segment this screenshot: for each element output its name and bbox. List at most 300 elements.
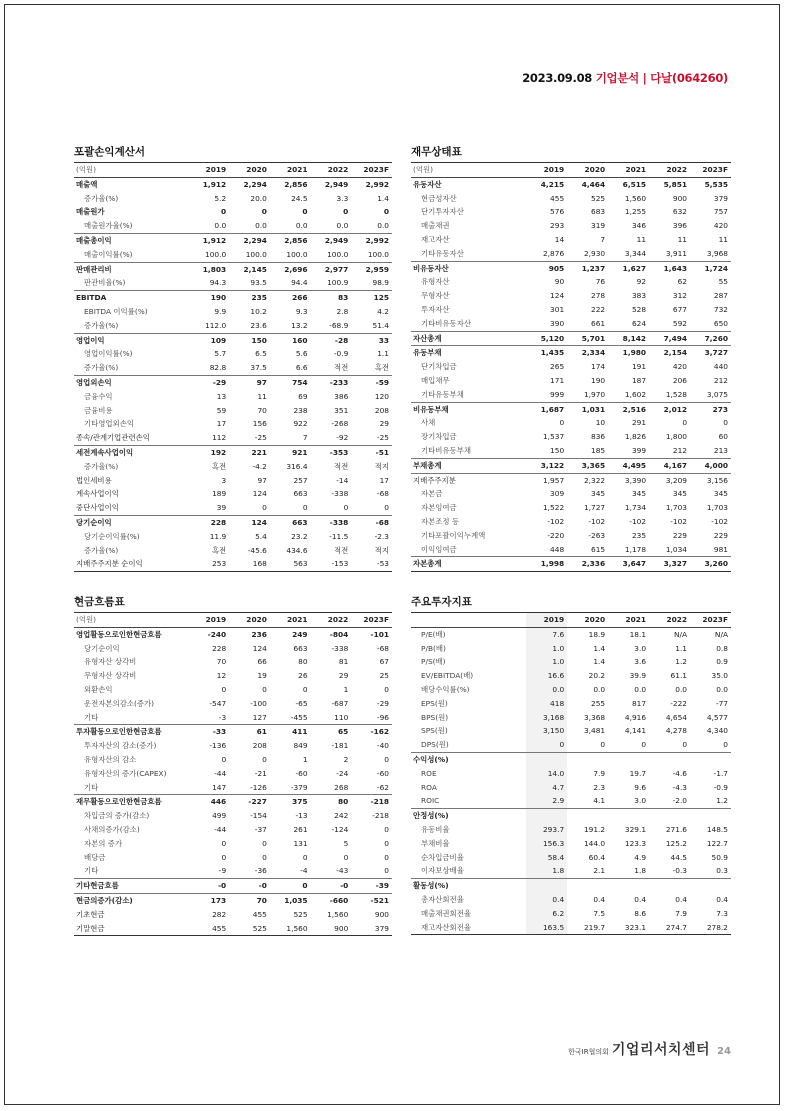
cell-value: 4,278 xyxy=(665,726,688,736)
cell-value: 8.6 xyxy=(634,908,647,918)
cell-value: -101 xyxy=(370,629,389,639)
cell-value: 418 xyxy=(526,697,567,711)
cell-value: -263 xyxy=(588,530,606,540)
table-row xyxy=(74,893,392,907)
cell-value: 0 xyxy=(262,754,267,764)
row-label: 자본의 증가 xyxy=(84,838,123,848)
cell-value: 253 xyxy=(212,559,227,569)
row-label: 현금의증가(감소) xyxy=(74,893,188,907)
cell-value: 125.2 xyxy=(665,838,688,848)
cell-value: -102 xyxy=(588,516,606,526)
cell-value: 2,856 xyxy=(270,233,311,247)
table-row xyxy=(411,458,731,473)
cell-value: 287 xyxy=(713,291,728,301)
cell-value: 100.0 xyxy=(286,249,308,259)
cell-value: 221 xyxy=(229,445,270,459)
cell-value: 3.6 xyxy=(634,657,647,667)
cell-value: 4,141 xyxy=(624,726,647,736)
cell-value: 999 xyxy=(550,389,565,399)
table-row xyxy=(411,402,731,416)
cell-value: 0.8 xyxy=(716,643,728,653)
cell-value: 0 xyxy=(221,838,227,848)
row-label: 재고자산회전율 xyxy=(421,922,471,932)
cell-value: -14 xyxy=(336,475,349,485)
row-label: 운전자본의감소(증가) xyxy=(84,698,155,708)
table-row xyxy=(411,837,731,851)
cell-value: 2,977 xyxy=(311,262,352,276)
table-row xyxy=(74,417,392,431)
cash-flow-title: 현금흐름표 xyxy=(74,596,125,608)
cell-value: 0.0 xyxy=(295,221,308,231)
row-label: 이자보상배율 xyxy=(421,866,464,876)
table-row xyxy=(74,501,392,515)
cell-value: 16.6 xyxy=(526,669,567,683)
cell-value: 70 xyxy=(216,657,227,667)
cell-value: 213 xyxy=(713,445,728,455)
table-row xyxy=(74,431,392,445)
cell-value: -218 xyxy=(372,811,389,821)
table-row xyxy=(411,711,731,725)
cell-value: 663 xyxy=(293,643,308,653)
cell-value: 661 xyxy=(591,318,606,328)
cell-value: -240 xyxy=(207,629,227,639)
table-row xyxy=(74,460,392,474)
cell-value: 0 xyxy=(302,207,308,217)
cell-value: 1,970 xyxy=(583,389,606,399)
table-row xyxy=(411,388,731,402)
cell-value: 1 xyxy=(302,754,308,764)
cell-value: 208 xyxy=(374,405,389,415)
cell-value: 0 xyxy=(559,418,565,428)
row-label: 당기순이익 xyxy=(84,643,120,653)
cell-value: 278.2 xyxy=(706,922,728,932)
cell-value: 1.0 xyxy=(526,642,567,656)
unit-label: (억원) xyxy=(74,163,188,178)
cell-value: 0 xyxy=(343,503,349,513)
cell-value: 19.7 xyxy=(629,768,647,778)
cell-value: 144.0 xyxy=(583,838,606,848)
cell-value: 1,687 xyxy=(526,402,567,416)
cell-value: 1,602 xyxy=(624,389,647,399)
cell-value: 1.0 xyxy=(526,655,567,669)
cell-value: 0 xyxy=(384,824,389,834)
row-label: 비유동자산 xyxy=(411,261,526,275)
cell-value: 97 xyxy=(257,475,267,485)
cell-value: 1.2 xyxy=(716,796,728,806)
cell-value: 448 xyxy=(550,544,565,554)
cell-value: 156 xyxy=(252,419,267,429)
row-label: 유동부채 xyxy=(411,346,526,360)
cell-value: 0.0 xyxy=(526,683,567,697)
row-label: 기타영업외손익 xyxy=(84,419,134,429)
table-row xyxy=(74,683,392,697)
cell-value: 83 xyxy=(311,291,352,305)
cell-value: 60.4 xyxy=(588,852,606,862)
row-label: 재고자산 xyxy=(421,234,450,244)
cell-value: 900 xyxy=(374,909,389,919)
cell-value xyxy=(608,752,649,766)
income-statement-section xyxy=(74,144,392,572)
cell-value: 390 xyxy=(550,318,565,328)
cell-value: 420 xyxy=(672,362,688,372)
cell-value: -162 xyxy=(351,725,392,739)
cell-value: 1.1 xyxy=(377,349,389,359)
row-label: 유형자산 xyxy=(421,277,450,287)
cell-value: 282 xyxy=(212,909,227,919)
cell-value: 206 xyxy=(672,375,688,385)
page-number: 24 xyxy=(717,1046,731,1057)
row-label: 기타 xyxy=(84,782,99,792)
row-label: 현금성자산 xyxy=(421,193,457,203)
cell-value: 0.0 xyxy=(593,684,606,694)
table-row xyxy=(74,837,392,851)
cash-flow-section xyxy=(74,594,392,936)
row-label: 매출총이익 xyxy=(74,233,188,247)
table-row xyxy=(411,794,731,808)
cell-value: 23.6 xyxy=(250,320,267,330)
cell-value: 3,260 xyxy=(690,557,731,572)
cell-value: -21 xyxy=(254,768,267,778)
row-label: 지배주주지분 xyxy=(411,473,526,487)
row-label: 총자산회전율 xyxy=(421,894,464,904)
cell-value: 7.9 xyxy=(675,908,688,918)
cell-value: -44 xyxy=(214,768,227,778)
cell-value: -353 xyxy=(311,445,352,459)
cell-value: -4 xyxy=(300,866,308,876)
cell-value: 0.4 xyxy=(675,894,688,904)
cell-value: 적전 xyxy=(334,545,349,555)
cell-value: 1,560 xyxy=(286,923,308,933)
row-label: 수익성(%) xyxy=(411,752,526,766)
cell-value xyxy=(567,752,608,766)
cell-value: 229 xyxy=(713,530,728,540)
cell-value: 191.2 xyxy=(583,824,606,834)
page-footer xyxy=(568,1039,731,1059)
row-label: 영업활동으로인한현금흐름 xyxy=(76,629,162,639)
cell-value: -3 xyxy=(218,712,227,722)
cell-value: 4,000 xyxy=(690,458,731,473)
cell-value: -222 xyxy=(670,698,688,708)
cell-value: 0 xyxy=(384,852,389,862)
cell-value: -45.6 xyxy=(247,545,267,555)
cell-value: -40 xyxy=(376,741,389,751)
row-label: 기타비유동부채 xyxy=(421,445,471,455)
cell-value: 0 xyxy=(221,207,227,217)
row-label: 종속/관계기업관련손익 xyxy=(76,433,150,443)
cell-value: 3,390 xyxy=(608,473,649,487)
row-label: 세전계속사업이익 xyxy=(74,445,188,459)
cell-value: 7.5 xyxy=(593,908,606,918)
cell-value: 55 xyxy=(718,277,728,287)
year-header: 2020 xyxy=(567,163,608,178)
cell-value: 7.9 xyxy=(593,768,606,778)
cell-value: 51.4 xyxy=(372,320,389,330)
cell-value: 2.1 xyxy=(593,866,606,876)
cell-value: -4.3 xyxy=(672,782,688,792)
table-row xyxy=(411,738,731,752)
row-label: 외환손익 xyxy=(84,684,113,694)
balance-sheet-table xyxy=(411,162,731,572)
row-label: EBITDA 이익률(%) xyxy=(84,306,148,316)
cell-value: 905 xyxy=(526,261,567,275)
table-row xyxy=(411,275,731,289)
cell-value: 271.6 xyxy=(665,824,688,834)
year-header: 2020 xyxy=(567,613,608,628)
cell-value: 59 xyxy=(216,405,227,415)
row-label: 기초현금 xyxy=(76,909,105,919)
cell-value: -37 xyxy=(254,824,267,834)
table-row xyxy=(411,907,731,921)
cell-value: 0 xyxy=(270,879,311,894)
cell-value: 1,034 xyxy=(665,544,688,554)
cell-value: 0.0 xyxy=(634,684,647,694)
row-label: 매출원가율(%) xyxy=(84,221,133,231)
cell-value: 9.9 xyxy=(214,306,227,316)
cell-value: 238 xyxy=(293,405,308,415)
cell-value: -0 xyxy=(229,879,270,894)
cell-value: 124 xyxy=(550,291,565,301)
cell-value: 1.1 xyxy=(675,643,688,653)
row-label: 증가율(%) xyxy=(84,545,119,555)
cell-value: 219.7 xyxy=(583,922,606,932)
cell-value: 228 xyxy=(188,515,229,529)
row-label: 증가율(%) xyxy=(84,461,119,471)
cell-value: -9 xyxy=(218,866,227,876)
row-label: 활동성(%) xyxy=(411,879,526,893)
cell-value: 4,167 xyxy=(649,458,690,473)
cell-value: 20.0 xyxy=(250,193,267,203)
row-label: 부채총계 xyxy=(411,458,526,473)
cell-value: 10 xyxy=(595,418,606,428)
cell-value: 3.0 xyxy=(634,643,647,653)
cell-value: -4.2 xyxy=(252,461,267,471)
cell-value: 212 xyxy=(672,445,688,455)
cell-value: N/A xyxy=(673,629,688,639)
table-row xyxy=(411,473,731,487)
cell-value: 100.0 xyxy=(245,249,267,259)
row-label: 계속사업이익 xyxy=(76,489,119,499)
cell-value: 189 xyxy=(212,489,227,499)
table-row xyxy=(74,725,392,739)
cell-value: 2,992 xyxy=(351,233,392,247)
cell-value: 346 xyxy=(631,221,647,231)
cell-value: 499 xyxy=(212,811,227,821)
cash-flow-table xyxy=(74,612,392,936)
cell-value: -102 xyxy=(670,516,688,526)
table-header-row xyxy=(411,613,731,628)
key-indicators-section xyxy=(411,594,731,935)
cell-value: -547 xyxy=(209,698,227,708)
row-label: 기타포괄이익누계액 xyxy=(421,530,486,540)
cell-value: -62 xyxy=(376,782,389,792)
cell-value: 100.0 xyxy=(327,249,349,259)
table-row xyxy=(411,374,731,388)
cell-value: 1,734 xyxy=(624,503,647,513)
cell-value: 122.7 xyxy=(706,838,728,848)
key-indicators-table xyxy=(411,612,731,935)
cell-value: 150 xyxy=(229,333,270,347)
cell-value: 90 xyxy=(554,277,565,287)
cell-value: 192 xyxy=(188,445,229,459)
row-label: 자본금 xyxy=(421,489,443,499)
cell-value: 69 xyxy=(298,391,308,401)
cell-value xyxy=(649,752,690,766)
cell-value: 2,334 xyxy=(567,346,608,360)
cell-value: 2,696 xyxy=(270,262,311,276)
table-row xyxy=(74,697,392,711)
row-label: 매출이익률(%) xyxy=(84,249,133,259)
cell-value: 7,260 xyxy=(690,331,731,346)
table-row xyxy=(74,333,392,347)
cell-value: -68 xyxy=(376,643,389,653)
year-header: 2019 xyxy=(526,613,567,628)
cell-value: -33 xyxy=(188,725,229,739)
cell-value: 757 xyxy=(713,207,728,217)
cell-value: 0.4 xyxy=(634,894,647,904)
cell-value: 249 xyxy=(292,629,308,639)
row-label: 안정성(%) xyxy=(411,809,526,823)
cell-value: 5,120 xyxy=(526,331,567,346)
cell-value: 3,911 xyxy=(665,248,688,258)
table-row xyxy=(74,487,392,501)
cell-value: 2,959 xyxy=(351,262,392,276)
cell-value: 3,344 xyxy=(624,248,647,258)
table-row xyxy=(411,543,731,557)
cell-value: 235 xyxy=(229,291,270,305)
cell-value: 1,803 xyxy=(188,262,229,276)
cell-value: -2.3 xyxy=(374,531,389,541)
cell-value: -1.7 xyxy=(713,768,728,778)
cell-value: 적전 xyxy=(334,461,349,471)
table-row xyxy=(411,177,731,191)
row-label: 매출채권 xyxy=(421,221,450,231)
table-row xyxy=(74,319,392,333)
cell-value: 9.3 xyxy=(295,306,308,316)
cell-value: 13 xyxy=(216,391,227,401)
cell-value: 563 xyxy=(293,559,308,569)
table-row xyxy=(411,247,731,261)
cell-value: 2,930 xyxy=(583,248,606,258)
table-row xyxy=(74,361,392,375)
table-row xyxy=(411,557,731,572)
cell-value: 2,949 xyxy=(324,179,349,189)
cell-value: 0 xyxy=(384,838,389,848)
cell-value: 1,031 xyxy=(567,402,608,416)
cell-value: 148.5 xyxy=(706,824,728,834)
cell-value: 236 xyxy=(251,629,267,639)
table-row xyxy=(74,347,392,361)
cell-value: 446 xyxy=(188,795,229,809)
cell-value: -218 xyxy=(351,795,392,809)
cell-value: 0 xyxy=(526,738,567,752)
cell-value: 981 xyxy=(713,544,728,554)
year-header: 2019 xyxy=(526,163,567,178)
cell-value: 93.5 xyxy=(250,278,267,288)
cell-value: 173 xyxy=(188,893,229,907)
cell-value: -68 xyxy=(351,515,392,529)
cell-value: 255 xyxy=(591,698,606,708)
cell-value: 1.8 xyxy=(526,864,567,878)
cell-value: 92 xyxy=(636,277,647,287)
table-header-row xyxy=(74,163,392,178)
cell-value: 222 xyxy=(591,304,606,314)
table-row xyxy=(74,922,392,936)
cell-value: 171 xyxy=(550,375,565,385)
cell-value: 375 xyxy=(270,795,311,809)
table-row xyxy=(74,711,392,725)
cell-value: 11.9 xyxy=(209,531,227,541)
cell-value: 754 xyxy=(270,375,311,389)
year-header: 2021 xyxy=(608,163,649,178)
cell-value: 0 xyxy=(600,740,606,750)
cell-value: 25 xyxy=(379,671,389,681)
cell-value: 17 xyxy=(379,475,389,485)
cell-value: 62 xyxy=(677,277,688,287)
table-row xyxy=(411,683,731,697)
cell-value: 1,435 xyxy=(526,346,567,360)
cell-value: 127 xyxy=(252,712,267,722)
cell-value: 2,856 xyxy=(284,179,308,189)
cell-value: 1,800 xyxy=(665,432,688,442)
table-row xyxy=(411,669,731,683)
row-label: 사채의증가(감소) xyxy=(84,824,140,834)
row-label: 유형자산의 감소 xyxy=(84,754,137,764)
row-label: 당기순이익 xyxy=(74,515,188,529)
year-header: 2023F xyxy=(351,613,392,628)
cell-value: -126 xyxy=(250,782,267,792)
cell-value: 11 xyxy=(257,391,267,401)
table-row xyxy=(411,261,731,275)
cell-value: -124 xyxy=(331,824,349,834)
row-label: 증가율(%) xyxy=(84,363,119,373)
cell-value: 396 xyxy=(672,221,688,231)
cell-value: 293.7 xyxy=(526,823,567,837)
table-row xyxy=(74,192,392,206)
table-row xyxy=(74,177,392,191)
table-row xyxy=(74,276,392,290)
cell-value: 615 xyxy=(591,544,606,554)
cell-value: 0 xyxy=(221,754,227,764)
cell-value: 1,912 xyxy=(188,233,229,247)
cell-value: 70 xyxy=(257,405,267,415)
cell-value: 150 xyxy=(550,445,565,455)
cell-value: 12 xyxy=(216,671,227,681)
table-row xyxy=(74,530,392,544)
cell-value: 3,209 xyxy=(649,473,690,487)
table-row xyxy=(411,529,731,543)
row-label: ROIC xyxy=(421,796,440,806)
cell-value: 1,528 xyxy=(665,389,688,399)
cell-value: -13 xyxy=(295,811,308,821)
cell-value: 8,142 xyxy=(608,331,649,346)
cell-value: 379 xyxy=(374,923,389,933)
cell-value: 1,035 xyxy=(270,893,311,907)
report-header xyxy=(522,70,728,86)
cell-value: 1.4 xyxy=(593,643,606,653)
cell-value: 1,560 xyxy=(624,193,647,203)
cell-value xyxy=(608,809,649,823)
cell-value: 576 xyxy=(550,207,565,217)
row-label: 영업이익률(%) xyxy=(84,349,133,359)
cell-value: 229 xyxy=(672,530,688,540)
cell-value: 2,322 xyxy=(567,473,608,487)
cell-value: 836 xyxy=(591,432,606,442)
row-label: 증가율(%) xyxy=(84,320,119,330)
table-row xyxy=(74,219,392,233)
row-label: 매출원가 xyxy=(76,207,105,217)
cell-value xyxy=(526,809,567,823)
cell-value: 1,727 xyxy=(583,503,606,513)
